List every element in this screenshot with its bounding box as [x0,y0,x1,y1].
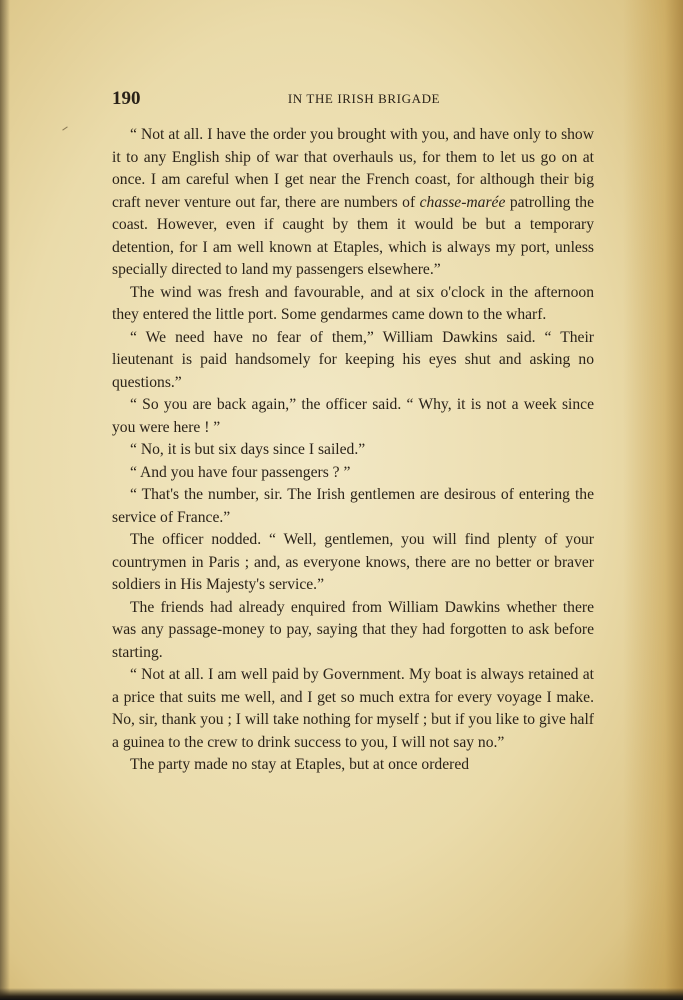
page-header [112,88,594,112]
page-gutter-shadow [0,0,10,1000]
italic-term: chasse-marée [419,193,506,211]
running-head: IN THE IRISH BRIGADE [287,91,441,106]
paragraph: “ So you are back again,” the officer said. “ Why, it is not a week since you were here ! ” [112,396,594,436]
body-text [112,124,594,777]
paragraph: “ Not at all. I have the order you brought with you, and have only to show it to any English ship of war that overhauls us, for them to let us go on at once. I am careful when I get near the French coast, for although their big craft never venture out far, there are numbers of chasse-marée patrolling the coast. However, even if caught by them it would be but a temporary detention, for I am well known at Etaples, which is always my port, unless specially directed to land my passengers elsewhere.” [112,126,595,278]
page-bottom-edge [0,988,683,1000]
paragraph: The officer nodded. “ Well, gentlemen, you will find plenty of your countrymen in Paris ; and, as everyone knows, there are no better or braver soldiers in His Majesty's service.” [112,531,594,593]
paragraph: The friends had already enquired from William Dawkins whether there was any passage-money to pay, saying that they had forgotten to ask before starting. [112,598,594,661]
paragraph: “ No, it is but six days since I sailed.” [130,441,366,458]
paragraph: “ We need have no fear of them,” William Dawkins said. “ Their lieutenant is paid handsomely for keeping his eyes shut and asking no questions.” [112,328,594,391]
page-number: 190 [112,88,141,109]
paragraph: “ That's the number, sir. The Irish gentlemen are desirous of entering the service of France.” [112,486,594,526]
paragraph: “ And you have four passengers ? ” [130,463,351,481]
paragraph: The wind was fresh and favourable, and at six o'clock in the afternoon they entered the little port. Some gendarmes came down to the wharf. [112,283,594,323]
page-edge-discoloration [623,0,683,1000]
paragraph: “ Not at all. I am well paid by Government. My boat is always retained at a price that suits me well, and I get so much extra for every voyage I make. No, sir, thank you ; I will take nothing for myself ; but if you like to give half a guinea to the crew to drink success to you, I will not say no.” [112,666,594,751]
paragraph: The party made no stay at Etaples, but at once ordered [130,756,470,773]
margin-mark [62,126,67,130]
